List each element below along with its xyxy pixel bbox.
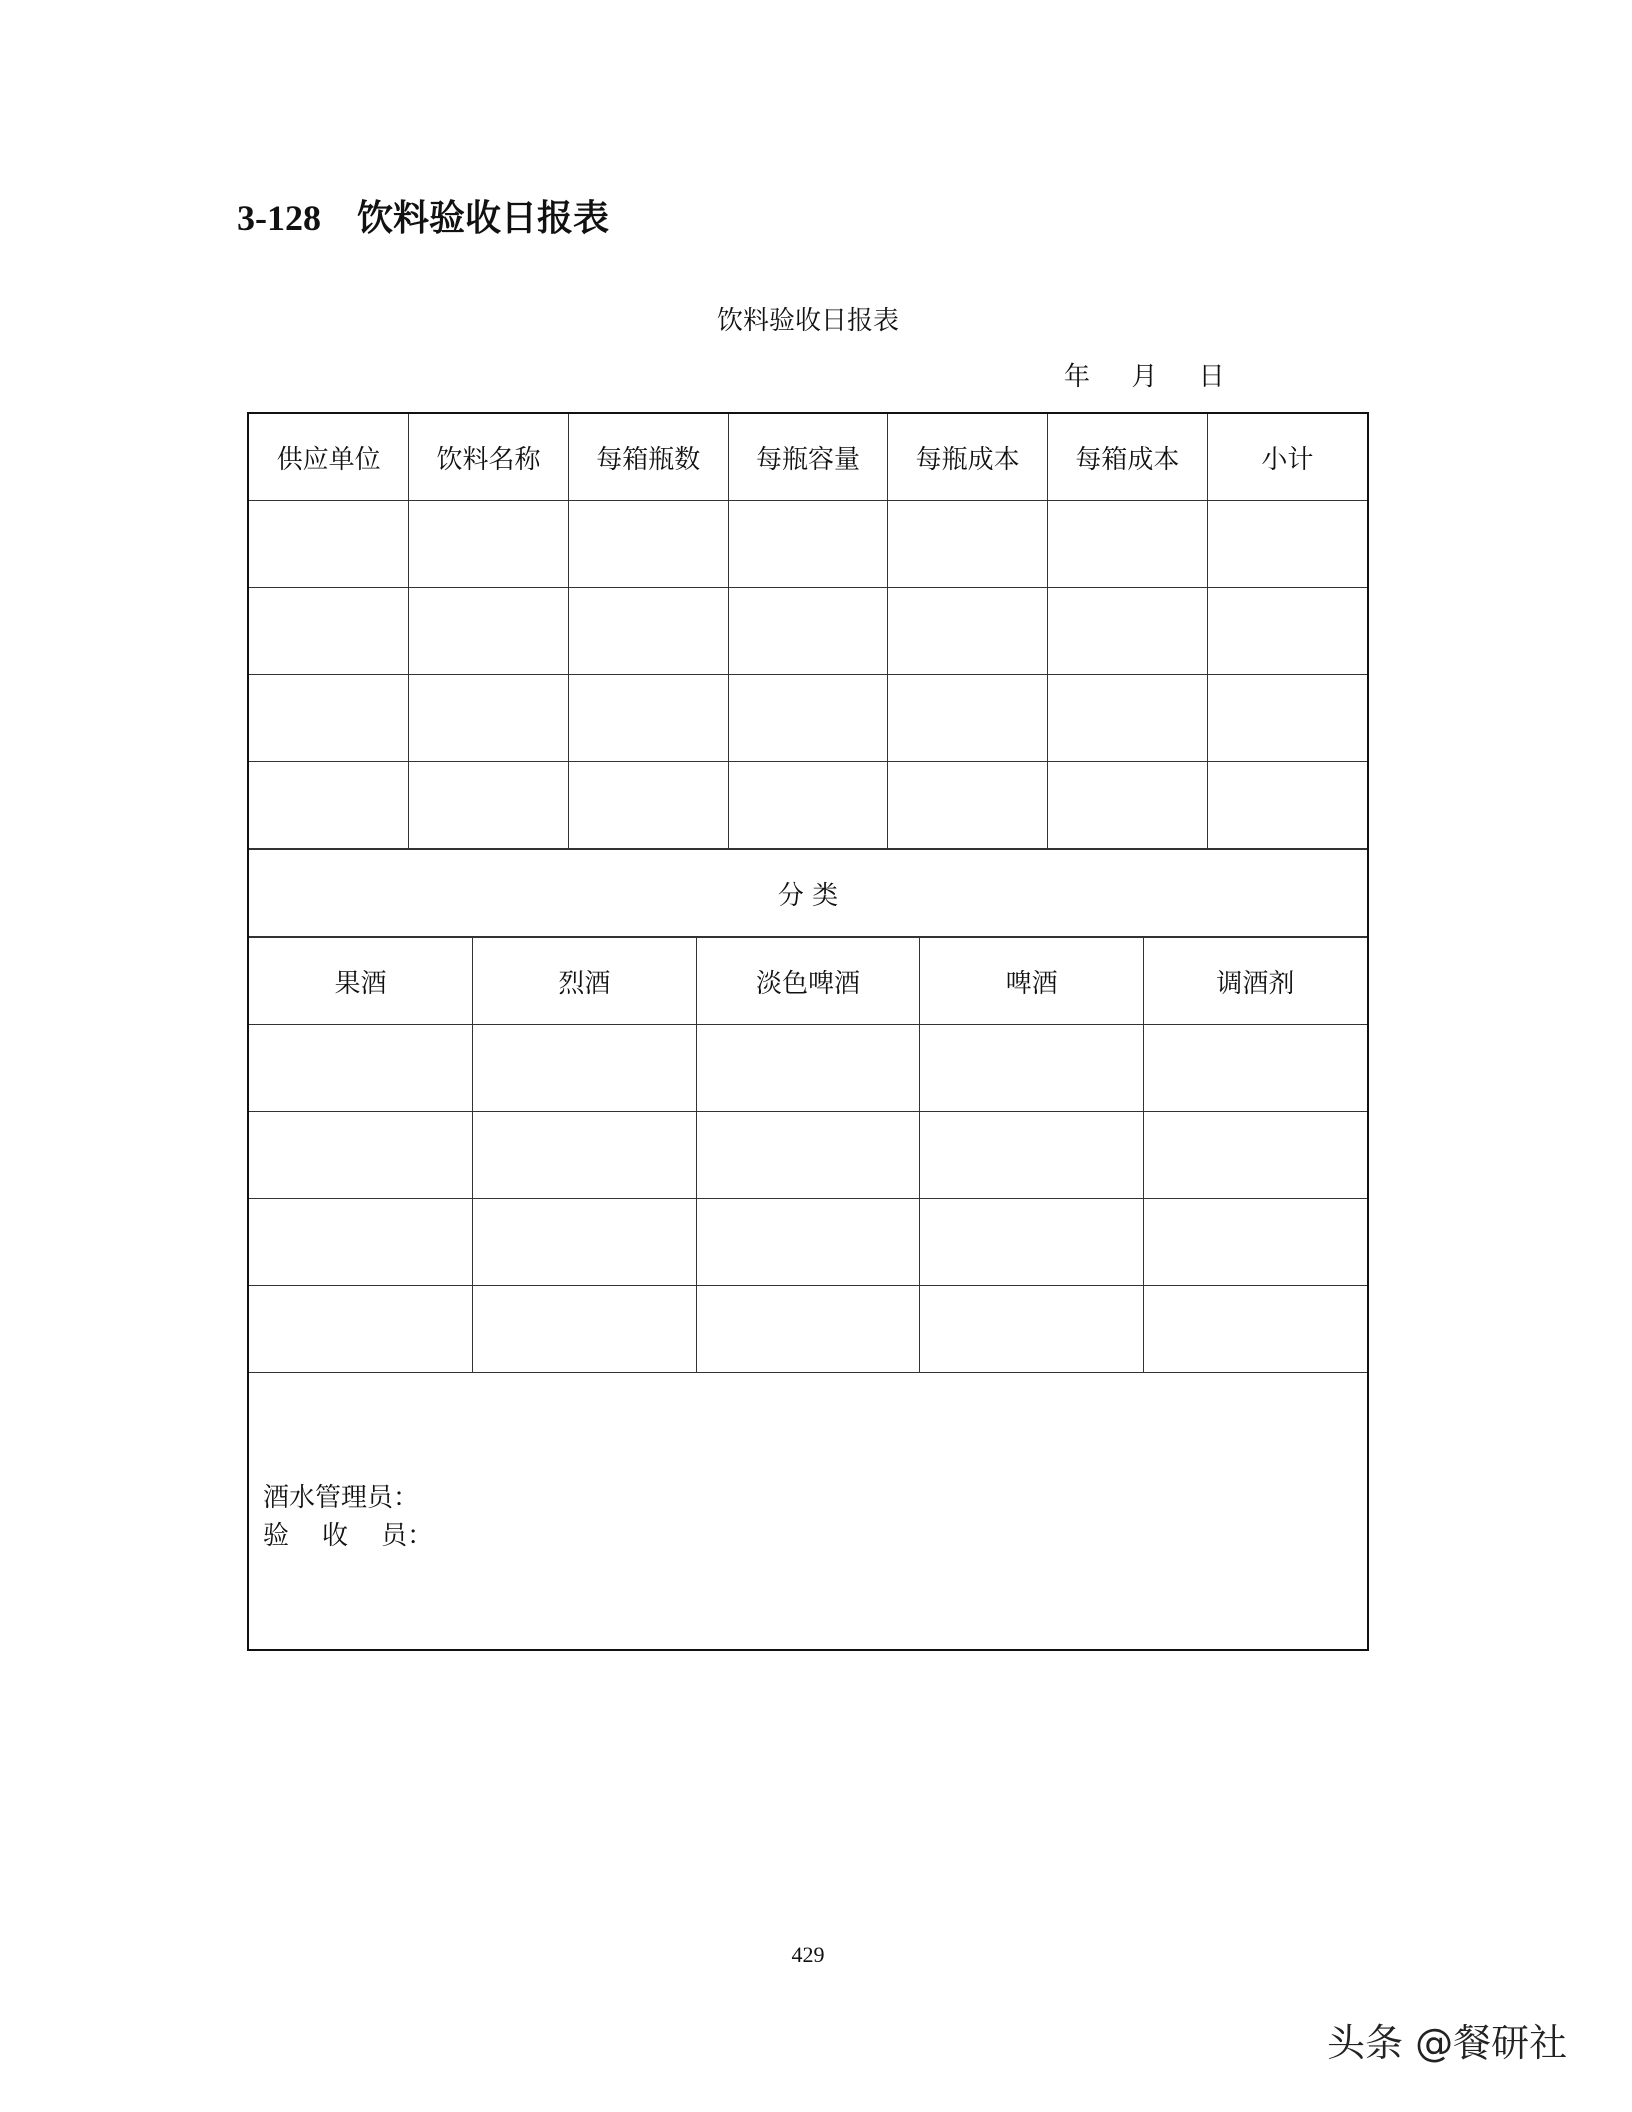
header-cell: 淡色啤酒 [696,938,920,1025]
empty-cell[interactable] [920,1286,1144,1373]
empty-cell[interactable] [249,675,409,762]
empty-cell[interactable] [696,1112,920,1199]
empty-cell[interactable] [568,762,728,849]
empty-cell[interactable] [1207,588,1367,675]
page-heading: 3-128 饮料验收日报表 [237,198,609,238]
empty-cell[interactable] [1048,762,1208,849]
empty-cell[interactable] [1207,675,1367,762]
empty-cell[interactable] [249,1112,473,1199]
empty-cell[interactable] [473,1199,697,1286]
empty-cell[interactable] [728,501,888,588]
table-row [249,1112,1367,1199]
header-cell: 调酒剂 [1143,938,1367,1025]
empty-cell[interactable] [1048,501,1208,588]
empty-cell[interactable] [888,501,1048,588]
empty-cell[interactable] [920,1025,1144,1112]
empty-cell[interactable] [1143,1286,1367,1373]
table-row [249,1286,1367,1373]
header-cell: 供应单位 [249,414,409,501]
empty-cell[interactable] [409,588,569,675]
receiving-report-form [247,412,1369,1651]
empty-cell[interactable] [409,675,569,762]
header-cell: 每箱瓶数 [568,414,728,501]
empty-cell[interactable] [696,1286,920,1373]
empty-cell[interactable] [249,1199,473,1286]
header-cell: 每瓶容量 [728,414,888,501]
empty-cell[interactable] [920,1199,1144,1286]
empty-cell[interactable] [1048,588,1208,675]
table-header-row [249,414,1367,501]
beverage-table [249,414,1367,849]
empty-cell[interactable] [249,1025,473,1112]
header-cell: 啤酒 [920,938,1144,1025]
empty-cell[interactable] [409,501,569,588]
watermark: 头条 @餐研社 [1327,2021,1568,2065]
manager-signature-label: 酒水管理员： [263,1483,420,1513]
empty-cell[interactable] [888,675,1048,762]
empty-cell[interactable] [728,762,888,849]
empty-cell[interactable] [728,675,888,762]
empty-cell[interactable] [568,501,728,588]
empty-cell[interactable] [249,762,409,849]
category-label: 分 类 [249,850,1367,937]
empty-cell[interactable] [568,588,728,675]
header-cell: 烈酒 [473,938,697,1025]
empty-cell[interactable] [696,1199,920,1286]
header-cell: 每瓶成本 [888,414,1048,501]
empty-cell[interactable] [1207,762,1367,849]
empty-cell[interactable] [1207,501,1367,588]
table-row [249,675,1367,762]
header-cell: 饮料名称 [409,414,569,501]
table-row [249,762,1367,849]
empty-cell[interactable] [696,1025,920,1112]
empty-cell[interactable] [1048,675,1208,762]
empty-cell[interactable] [473,1112,697,1199]
header-cell: 每箱成本 [1048,414,1208,501]
empty-cell[interactable] [920,1112,1144,1199]
empty-cell[interactable] [249,501,409,588]
empty-cell[interactable] [568,675,728,762]
table-row [249,1025,1367,1112]
empty-cell[interactable] [473,1025,697,1112]
table-row [249,501,1367,588]
empty-cell[interactable] [888,762,1048,849]
empty-cell[interactable] [728,588,888,675]
form-title: 饮料验收日报表 [716,306,899,336]
table-row [249,588,1367,675]
signature-area [249,1373,1367,1645]
empty-cell[interactable] [1143,1112,1367,1199]
inspector-signature-label: 验 收 员： [263,1521,434,1551]
table-row [249,1199,1367,1286]
empty-cell[interactable] [473,1286,697,1373]
empty-cell[interactable] [1143,1025,1367,1112]
empty-cell[interactable] [249,588,409,675]
category-table [249,937,1367,1373]
header-cell: 果酒 [249,938,473,1025]
empty-cell[interactable] [888,588,1048,675]
empty-cell[interactable] [249,1286,473,1373]
empty-cell[interactable] [1143,1199,1367,1286]
table-header-row [249,938,1367,1025]
empty-cell[interactable] [409,762,569,849]
page-number: 429 [791,1942,825,1967]
header-cell: 小计 [1207,414,1367,501]
date-line: 年 月 日 [1064,362,1225,392]
